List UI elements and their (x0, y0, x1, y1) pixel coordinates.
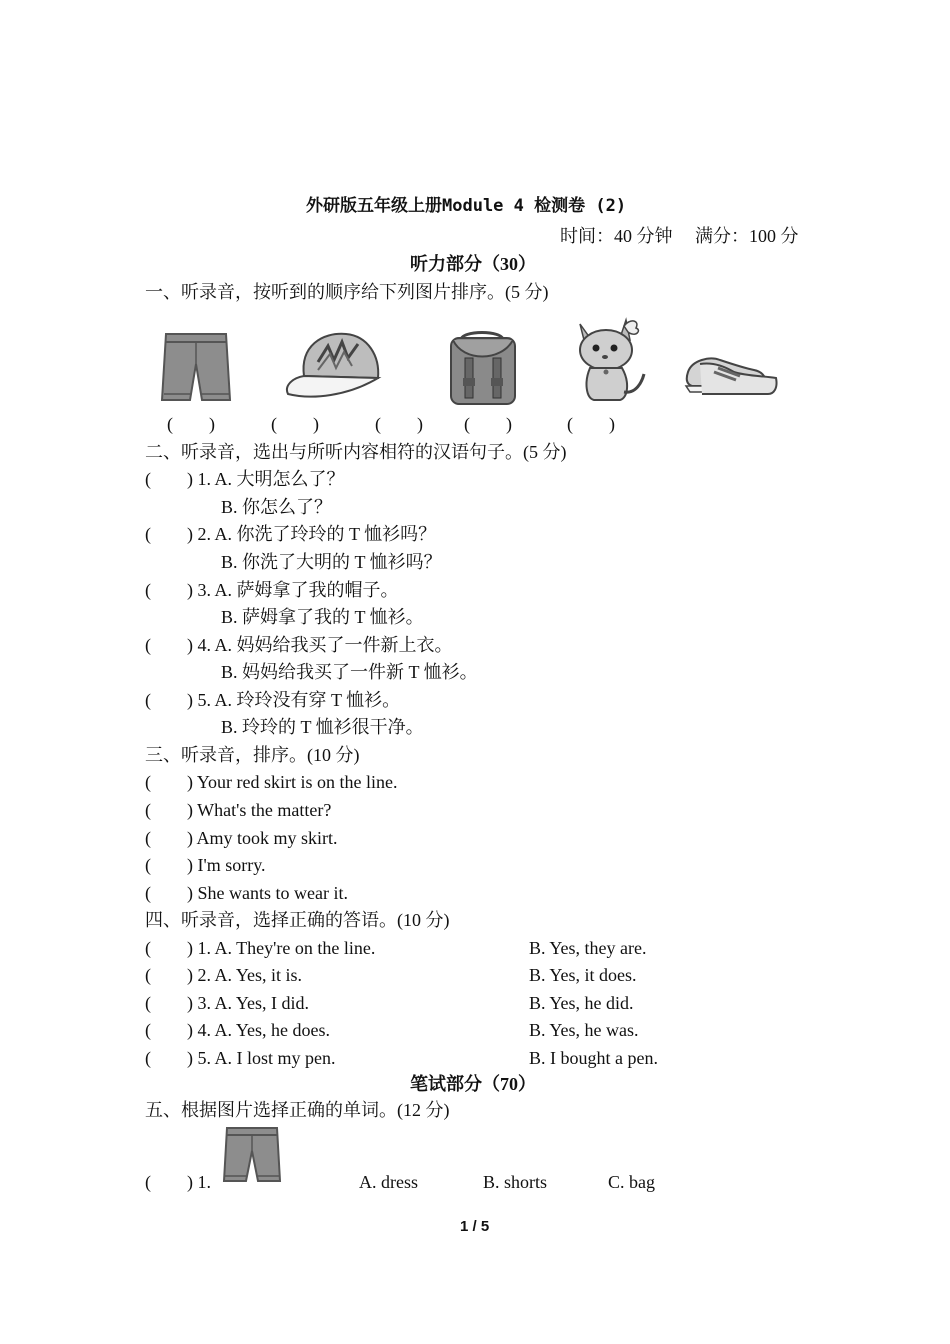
s2-q4-option-a: ( ) 4. A. 妈妈给我买了一件新上衣。 (145, 635, 453, 655)
cat-icon (570, 310, 650, 406)
cap-icon (282, 326, 384, 402)
s4-q5-option-a: ( ) 5. A. I lost my pen. (145, 1048, 336, 1068)
picture-bracket-1[interactable]: ( ) (167, 414, 215, 434)
s3-item-3: ( ) Amy took my skirt. (145, 828, 338, 848)
s2-q5-option-a: ( ) 5. A. 玲玲没有穿 T 恤衫。 (145, 690, 401, 710)
s2-q3-option-a: ( ) 3. A. 萨姆拿了我的帽子。 (145, 580, 399, 600)
shorts-icon (160, 330, 232, 406)
section3-instruction: 三、听录音，排序。(10 分) (145, 745, 360, 765)
s3-item-2: ( ) What's the matter? (145, 800, 332, 820)
s4-q1-option-a: ( ) 1. A. They're on the line. (145, 938, 376, 958)
s3-item-1: ( ) Your red skirt is on the line. (145, 772, 398, 792)
shorts-icon (222, 1125, 282, 1187)
section2-instruction: 二、听录音，选出与所听内容相符的汉语句子。(5 分) (145, 442, 567, 462)
s2-q1-option-a: ( ) 1. A. 大明怎么了？ (145, 469, 345, 489)
s4-q2-option-a: ( ) 2. A. Yes, it is. (145, 965, 303, 985)
time-info: 时间：40 分钟 满分：100 分 (560, 226, 799, 246)
s2-q5-option-b: B. 玲玲的 T 恤衫很干净。 (221, 717, 424, 737)
s2-q2-option-b: B. 你洗了大明的 T 恤衫吗？ (221, 552, 442, 572)
s4-q1-option-b: B. Yes, they are. (529, 938, 647, 958)
s3-item-4: ( ) I'm sorry. (145, 855, 266, 875)
section5-instruction: 五、根据图片选择正确的单词。(12 分) (145, 1100, 450, 1120)
s4-q3-option-a: ( ) 3. A. Yes, I did. (145, 993, 310, 1013)
picture-bracket-3[interactable]: ( ) (375, 414, 423, 434)
picture-bracket-5[interactable]: ( ) (567, 414, 615, 434)
s3-item-5: ( ) She wants to wear it. (145, 883, 348, 903)
section4-instruction: 四、听录音，选择正确的答语。(10 分) (145, 910, 450, 930)
s2-q2-option-a: ( ) 2. A. 你洗了玲玲的 T 恤衫吗？ (145, 524, 437, 544)
sneakers-icon (684, 342, 780, 400)
picture-bracket-2[interactable]: ( ) (271, 414, 319, 434)
writing-heading: 笔试部分（70） (410, 1074, 536, 1094)
s4-q4-option-a: ( ) 4. A. Yes, he does. (145, 1020, 331, 1040)
page-number: 1 / 5 (460, 1218, 490, 1235)
s4-q2-option-b: B. Yes, it does. (529, 965, 637, 985)
picture-bracket-4[interactable]: ( ) (464, 414, 512, 434)
section1-instruction: 一、听录音，按听到的顺序给下列图片排序。(5 分) (145, 282, 549, 302)
s4-q4-option-b: B. Yes, he was. (529, 1020, 639, 1040)
listening-heading: 听力部分（30） (410, 254, 536, 274)
s2-q4-option-b: B. 妈妈给我买了一件新 T 恤衫。 (221, 662, 478, 682)
s4-q3-option-b: B. Yes, he did. (529, 993, 634, 1013)
s4-q5-option-b: B. I bought a pen. (529, 1048, 658, 1068)
s5-q1-option-a: A. dress (359, 1172, 418, 1192)
s5-q1-prefix: ( ) 1. (145, 1172, 211, 1192)
s5-q1-option-c: C. bag (608, 1172, 655, 1192)
schoolbag-icon (443, 328, 521, 408)
s2-q1-option-b: B. 你怎么了？ (221, 497, 333, 517)
page-title: 外研版五年级上册Module 4 检测卷 (2) (306, 196, 627, 216)
s2-q3-option-b: B. 萨姆拿了我的 T 恤衫。 (221, 607, 424, 627)
s5-q1-option-b: B. shorts (483, 1172, 548, 1192)
